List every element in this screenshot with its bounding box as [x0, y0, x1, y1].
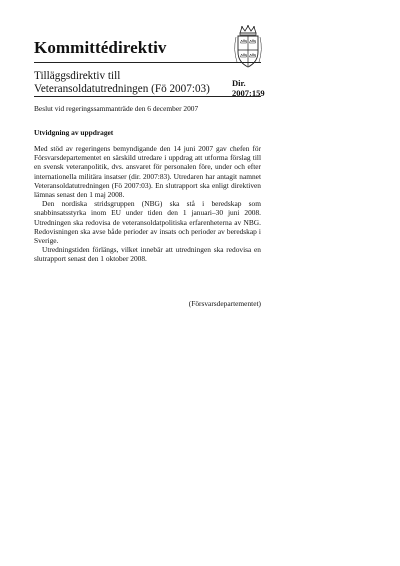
subtitle-line-2: Veteransoldatutredningen (Fö 2007:03) [34, 83, 210, 95]
decision-date: Beslut vid regeringssammanträde den 6 december 2007 [34, 104, 199, 113]
header-rule-bottom [34, 96, 261, 97]
section-heading: Utvidgning av uppdraget [34, 128, 114, 137]
body-paragraph: Utredningstiden förlängs, vilket innebär att utredningen ska redovisa en slutrapport senast den 1 oktober 2008. [34, 245, 261, 264]
swedish-coat-of-arms-icon [231, 24, 265, 70]
document-title: Kommittédirektiv [34, 38, 167, 57]
department-signature: (Försvarsdepartementet) [188, 299, 261, 308]
body-paragraph: Den nordiska stridsgruppen (NBG) ska stå i beredskap som snabbinsatsstyrka inom EU under tiden den 1 januari–30 juni 2008. Utredningen ska redovisa de veteransoldatpolitiska erfarenheterna av NBG. Redovisningen ska avse både perioder av insats och perioder av beredskap i Sverige. [34, 199, 261, 246]
header-rule-top [34, 62, 261, 63]
section-body [34, 144, 261, 264]
directive-number: 2007:159 [232, 88, 265, 98]
document-subtitle [34, 70, 234, 96]
directive-label: Dir. [232, 78, 246, 88]
subtitle-line-1: Tilläggsdirektiv till [34, 70, 121, 82]
body-paragraph: Med stöd av regeringens bemyndigande den 14 juni 2007 gav chefen för Försvarsdepartementet en särskild utredare i uppdrag att utforma förslag till en svensk veteranpolitik, dvs. ansvaret för personalen före, under och efter internationella militära insatser (dir. 2007:83). Utredaren har antagit namnet Veteransoldatutredningen (Fö 2007:03). En slutrapport ska enligt direktiven lämnas senast den 1 maj 2008. [34, 144, 261, 200]
directive-number-block [232, 78, 272, 98]
